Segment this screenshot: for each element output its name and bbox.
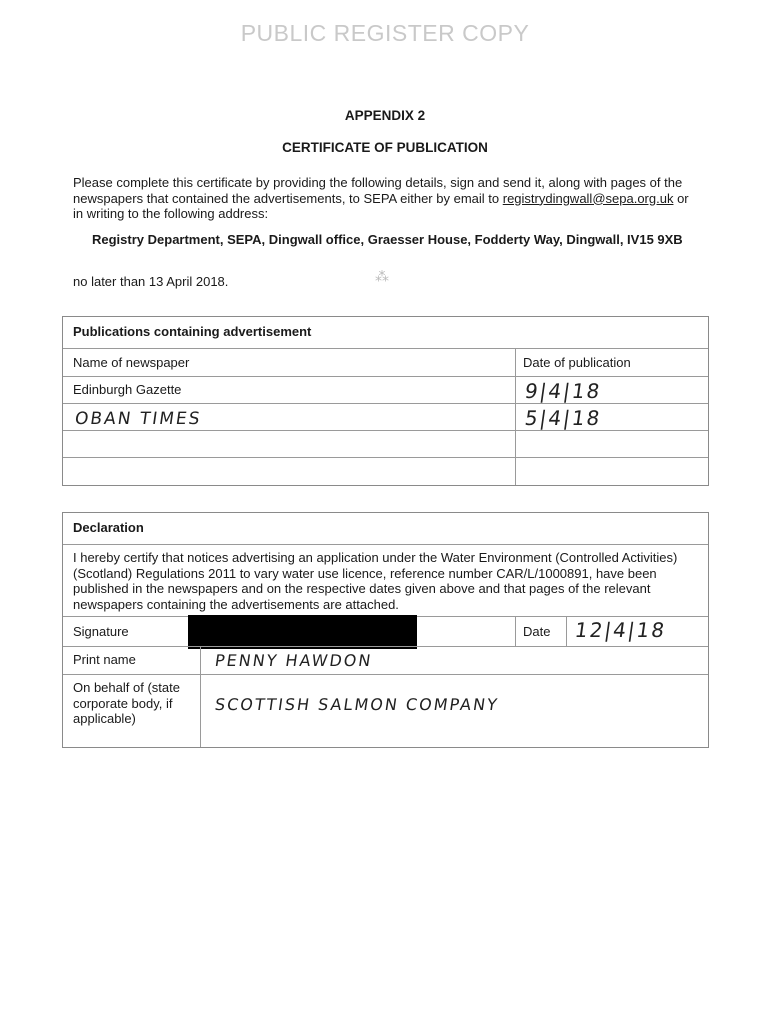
declaration-text: I hereby certify that notices advertising an application under the Water Environment (Controlled Activities) (Scotland) Regulations 2011 to vary water use licence, reference number CAR/L/1000891, have been published in the newspapers and on the respective dates given above and that pages of the relevant newspapers containing the advertisements are attached. [73,550,678,612]
intro-text-1: Please complete this certificate by providing the following details, sign and send it, along with pages of the newspapers that contained the advertisements, to SEPA either by email to [73,175,683,206]
col-date-header: Date of publication [523,355,631,370]
column-divider [566,616,567,646]
divider [63,646,708,647]
print-name-label: Print name [73,652,136,667]
intro-paragraph [73,175,693,222]
signature-redaction [188,615,417,649]
signature-label: Signature [73,624,129,639]
declaration-table [62,512,709,748]
column-divider [515,616,516,646]
behalf-label: On behalf of (state corporate body, if applicable) [73,680,180,726]
newspaper-name-1[interactable]: Edinburgh Gazette [73,382,182,397]
divider [63,430,708,431]
divider [63,348,708,349]
column-divider [200,646,201,747]
publications-heading: Publications containing advertisement [73,324,312,339]
publication-date-1[interactable]: 9|4|18 [523,379,604,403]
divider [63,674,708,675]
divider [63,544,708,545]
scan-mark: ⁂ [375,268,389,284]
appendix-heading: APPENDIX 2 [344,108,426,123]
newspaper-name-2[interactable]: OBAN TIMES [73,409,203,429]
col-name-header: Name of newspaper [73,355,190,370]
publication-date-2[interactable]: 5|4|18 [523,406,604,430]
print-name-value[interactable]: PENNY HAWDON [213,651,374,670]
column-divider [515,348,516,485]
deadline-text: no later than 13 April 2018. [73,274,229,289]
registry-address: Registry Department, SEPA, Dingwall office, Graesser House, Fodderty Way, Dingwall, IV15 9XB [92,232,683,247]
divider [63,403,708,404]
date-label: Date [523,624,551,639]
declaration-heading: Declaration [73,520,144,535]
declaration-date[interactable]: 12|4|18 [573,618,668,642]
certificate-title: CERTIFICATE OF PUBLICATION [282,140,488,155]
behalf-value[interactable]: SCOTTISH SALMON COMPANY [213,695,501,714]
divider [63,457,708,458]
intro-text-2: or in writing to the following address: [73,190,689,221]
divider [63,376,708,377]
email-link[interactable]: registrydingwall@sepa.org.uk [502,190,674,206]
publications-table [62,316,709,486]
watermark: PUBLIC REGISTER COPY [240,20,530,46]
